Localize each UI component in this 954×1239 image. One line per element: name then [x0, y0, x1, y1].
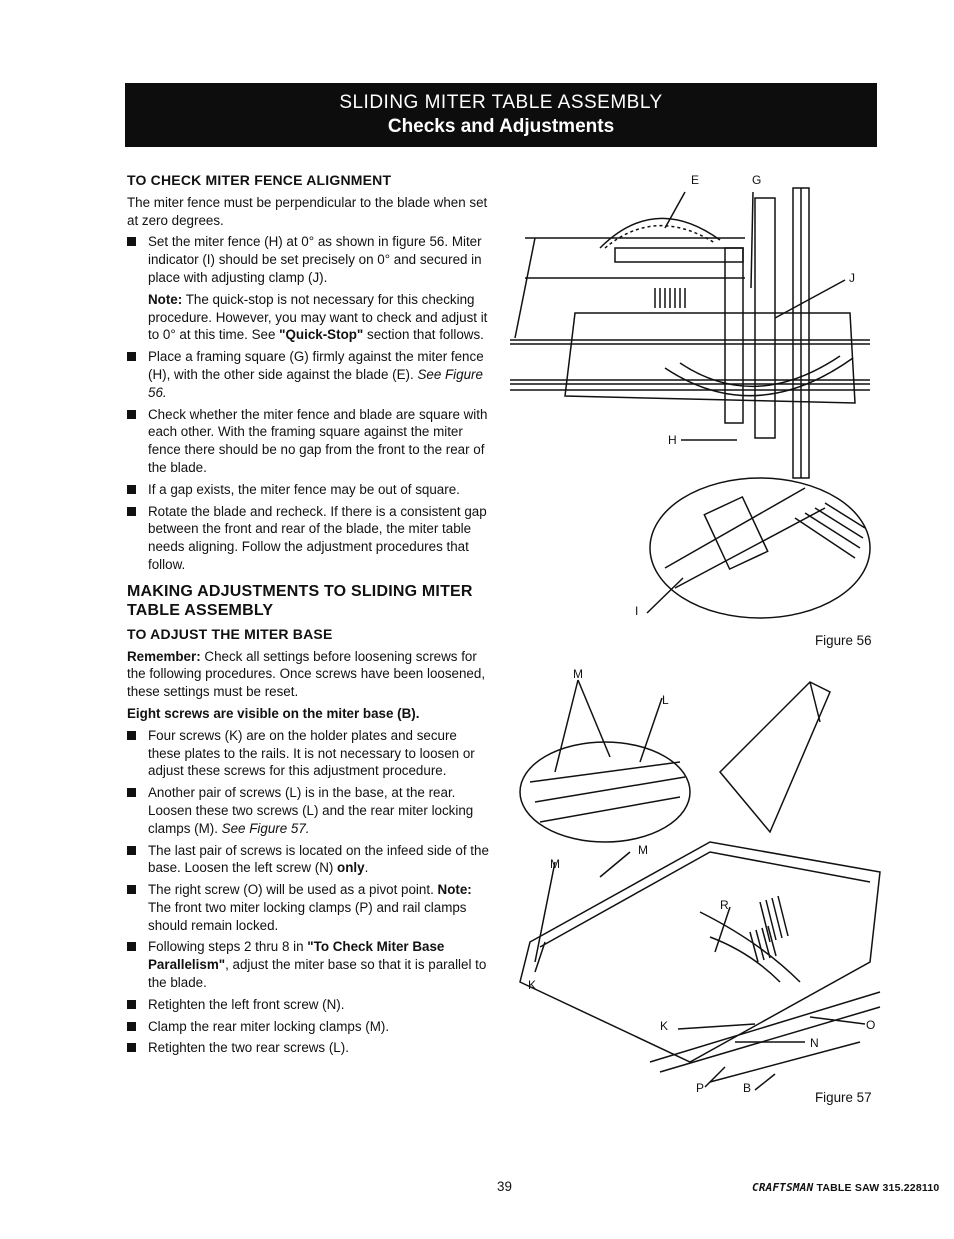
banner-title: SLIDING MITER TABLE ASSEMBLY: [339, 92, 663, 113]
list-item-text: If a gap exists, the miter fence may be out of square.: [148, 481, 460, 497]
list-item: [127, 233, 492, 286]
check-steps-list: [127, 233, 492, 286]
eight-screws-heading: Eight screws are visible on the miter base (B).: [127, 705, 420, 721]
fig57-label-m-top: M: [573, 667, 583, 681]
fig56-label-e: E: [691, 173, 700, 187]
fig56-label-g: G: [752, 173, 762, 187]
table-saw-top-drawing: [510, 188, 870, 618]
list-item: [127, 1039, 492, 1057]
fig56-label-h: H: [668, 433, 677, 447]
adjust-steps-list: [127, 727, 492, 1058]
list-item: [127, 503, 492, 574]
list-item-text: Rotate the blade and recheck. If there is a consistent gap between the front and rear of the blade, the miter table needs aligning. Follow the adjustment procedures that follow.: [148, 503, 487, 572]
remember-text: Check all settings before loosening screws for the following procedures. Once screws have been loosened, these settings must be reset.: [127, 648, 486, 700]
footer-brand: [752, 1181, 939, 1194]
bullet-marker: [127, 1000, 136, 1009]
list-item-text: Retighten the left front screw (N).: [148, 996, 345, 1012]
page-number: 39: [497, 1179, 512, 1194]
fig57-label-m-right: M: [638, 843, 648, 857]
list-item-end: .: [364, 860, 369, 876]
figure-57-caption: Figure 57: [815, 1090, 872, 1105]
list-item: [127, 784, 492, 837]
list-item: [127, 881, 492, 934]
brand-name: CRAFTSMAN: [752, 1181, 814, 1194]
fig57-label-k-front: K: [660, 1019, 669, 1033]
bullet-marker: [127, 1022, 136, 1031]
fig56-label-i: I: [635, 604, 639, 618]
list-item: [127, 1018, 492, 1036]
text-column: [127, 172, 492, 1061]
list-item-text: Following steps 2 thru 8 in: [148, 939, 308, 955]
list-item: [127, 406, 492, 477]
list-item-text: Place a framing square (G) firmly against the miter fence (H), with the other side against the blade (E).: [148, 349, 484, 382]
section-check-intro: The miter fence must be perpendicular to the blade when set at zero degrees.: [127, 194, 488, 228]
bullet-marker: [127, 788, 136, 797]
note-end: section that follows.: [363, 327, 484, 343]
list-item: [127, 842, 492, 878]
figure-56-caption: Figure 56: [815, 633, 872, 648]
page-banner: [125, 83, 877, 147]
fig57-label-m-left: M: [550, 857, 560, 871]
quick-stop-note: [127, 291, 492, 344]
banner-subtitle: Checks and Adjustments: [387, 116, 615, 137]
list-item-text: Four screws (K) are on the holder plates and secure these plates to the rails. It is not necessary to loosen or adjust these screws for this adjustment procedure.: [148, 727, 475, 779]
note-label: Note:: [148, 291, 183, 307]
list-item-text: The right screw (O) will be used as a pivot point.: [148, 882, 434, 898]
bullet-marker: [127, 237, 136, 246]
note-text: The front two miter locking clamps (P) and rail clamps should remain locked.: [148, 899, 467, 933]
note-label: Note:: [437, 882, 472, 898]
check-steps-list-continued: [127, 348, 492, 574]
list-item: [127, 727, 492, 780]
list-item-text: Check whether the miter fence and blade are square with each other. With the framing square against the miter fence there should be no gap from the front to the rear of the blade.: [148, 406, 488, 475]
procedure-reference: "To Check Miter Base Parallelism": [148, 939, 445, 973]
remember-label: Remember:: [127, 648, 201, 664]
fig57-label-n: N: [810, 1036, 819, 1050]
figure-57-illustration: [510, 662, 885, 1092]
note-reference: "Quick-Stop": [279, 327, 364, 343]
note-text: The quick-stop is not necessary for this checking procedure. However, you may want to check and adjust it to 0° at this time. See: [148, 291, 488, 343]
section-adjust-title: MAKING ADJUSTMENTS TO SLIDING MITER TABLE ASSEMBLY: [127, 582, 473, 619]
list-item: [127, 348, 492, 401]
list-item: [127, 938, 492, 991]
model-number: TABLE SAW 315.228110: [816, 1182, 940, 1194]
figure-reference: See Figure 57.: [221, 820, 310, 836]
list-item: [127, 481, 492, 499]
fig57-label-l: L: [662, 693, 669, 707]
fig56-label-j: J: [849, 271, 855, 285]
remember-paragraph: [127, 648, 492, 701]
bullet-marker: [127, 1043, 136, 1052]
fig57-label-r: R: [720, 898, 729, 912]
section-check-title: TO CHECK MITER FENCE ALIGNMENT: [127, 172, 392, 188]
list-item-text: The last pair of screws is located on the infeed side of the base. Loosen the left screw (N): [148, 842, 489, 876]
figure-56-illustration: [505, 168, 877, 630]
bullet-marker: [127, 485, 136, 494]
section-miter-base-title: TO ADJUST THE MITER BASE: [127, 625, 333, 642]
list-item-text: Another pair of screws (L) is in the base, at the rear. Loosen these two screws (L) and the rear miter locking clamps (M).: [148, 785, 474, 836]
fig57-label-p: P: [696, 1081, 705, 1092]
bullet-marker: [127, 410, 136, 419]
bullet-marker: [127, 731, 136, 740]
list-item-text: Set the miter fence (H) at 0° as shown in figure 56. Miter indicator (I) should be set precisely on 0° and secured in place with adjusting clamp (J).: [148, 234, 482, 285]
list-item-end: , adjust the miter base so that it is parallel to the blade.: [148, 957, 487, 991]
bullet-marker: [127, 885, 136, 894]
emphasis-text: only: [337, 860, 365, 876]
bullet-marker: [127, 507, 136, 516]
fig57-label-b: B: [743, 1081, 752, 1092]
list-item-text: Clamp the rear miter locking clamps (M).: [148, 1018, 390, 1034]
figure-reference: See Figure 56.: [148, 366, 483, 400]
list-item-text: Retighten the two rear screws (L).: [148, 1040, 349, 1056]
bullet-marker: [127, 352, 136, 361]
fig57-label-o: O: [866, 1018, 876, 1032]
bullet-marker: [127, 942, 136, 951]
list-item: [127, 996, 492, 1014]
fig57-label-k-left: K: [528, 978, 537, 992]
miter-base-drawing: [520, 680, 880, 1090]
bullet-marker: [127, 846, 136, 855]
